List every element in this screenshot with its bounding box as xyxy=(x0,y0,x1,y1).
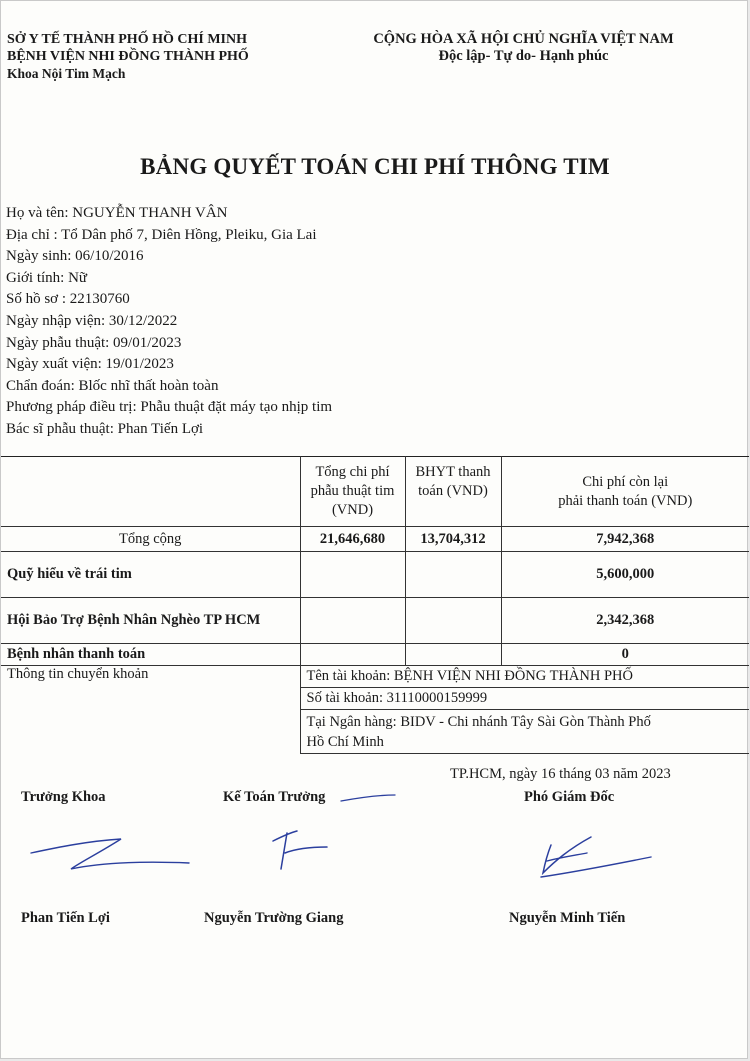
signature-accountant xyxy=(223,787,403,887)
row-fund-remaining: 5,600,000 xyxy=(501,552,749,598)
national-motto: Độc lập- Tự do- Hạnh phúc xyxy=(438,48,609,64)
table-row-fund xyxy=(1,552,749,598)
diagnosis: Chẩn đoán: Blốc nhĩ thất hoàn toàn xyxy=(6,377,219,394)
transfer-bank-line2: Hồ Chí Minh xyxy=(306,733,384,750)
cost-table xyxy=(1,456,749,754)
discharge-date: Ngày xuất viện: 19/01/2023 xyxy=(6,356,174,373)
header-total-cost-line3: (VND) xyxy=(331,502,374,518)
patient-record-number: Số hồ sơ : 22130760 xyxy=(6,291,130,308)
patient-name: Họ và tên: NGUYỄN THANH VÂN xyxy=(6,205,228,221)
table-row-total xyxy=(1,527,749,552)
surgeon: Bác sĩ phẫu thuật: Phan Tiến Lợi xyxy=(6,420,204,437)
admission-date: Ngày nhập viện: 30/12/2022 xyxy=(6,312,178,329)
signature-title-accountant: Kế Toán Trưởng xyxy=(223,789,326,805)
patient-address: Địa chỉ : Tổ Dân phố 7, Diên Hồng, Pleiku, Gia Lai xyxy=(6,226,317,243)
header-bhyt xyxy=(405,457,501,527)
table-header-row xyxy=(1,457,749,527)
patient-gender: Giới tính: Nữ xyxy=(6,269,88,286)
treatment-method: Phương pháp điều trị: Phẫu thuật đặt máy tạo nhịp tim xyxy=(6,399,333,416)
transfer-bank xyxy=(300,710,749,754)
surgery-date: Ngày phẫu thuật: 09/01/2023 xyxy=(6,334,182,351)
signature-name-head: Phan Tiến Lợi xyxy=(21,910,110,926)
row-patient-pay-empty-2 xyxy=(405,644,501,666)
header-total-cost xyxy=(300,457,405,527)
header-left xyxy=(7,31,249,82)
transfer-account-number: Số tài khoản: 31110000159999 xyxy=(300,688,749,710)
row-total-label: Tổng cộng xyxy=(1,527,300,552)
header-blank-cell xyxy=(1,457,300,527)
row-total-cost: 21,646,680 xyxy=(300,527,405,552)
signature-deputy-director xyxy=(521,831,671,891)
national-title: CỘNG HÒA XÃ HỘI CHỦ NGHĨA VIỆT NAM xyxy=(373,31,674,47)
row-total-remaining: 7,942,368 xyxy=(501,527,749,552)
department-name: Khoa Nội Tim Mạch xyxy=(7,66,126,81)
row-association-label: Hội Bảo Trợ Bệnh Nhân Nghèo TP HCM xyxy=(1,598,300,644)
table-row-transfer-name xyxy=(1,666,749,688)
patient-info xyxy=(6,203,332,441)
row-patient-pay-remaining: 0 xyxy=(501,644,749,666)
row-fund-empty-2 xyxy=(405,552,501,598)
header-bhyt-line2: toán (VND) xyxy=(418,483,488,499)
header-remaining xyxy=(501,457,749,527)
row-fund-label: Quỹ hiểu về trái tim xyxy=(1,552,300,598)
signature-head xyxy=(29,833,199,883)
header-bhyt-line1: BHYT thanh xyxy=(415,464,491,480)
transfer-account-name: Tên tài khoản: BỆNH VIỆN NHI ĐỒNG THÀNH PHỐ xyxy=(300,666,749,688)
signature-name-deputy-director: Nguyễn Minh Tiến xyxy=(509,910,626,926)
document-title: BẢNG QUYẾT TOÁN CHI PHÍ THÔNG TIM xyxy=(140,154,610,179)
row-association-remaining: 2,342,368 xyxy=(501,598,749,644)
row-fund-empty-1 xyxy=(300,552,405,598)
header-total-cost-line2: phẫu thuật tim xyxy=(310,483,395,499)
table-row-patient-pay xyxy=(1,644,749,666)
row-patient-pay-empty-1 xyxy=(300,644,405,666)
hospital-name: BỆNH VIỆN NHI ĐỒNG THÀNH PHỐ xyxy=(7,49,249,64)
row-association-empty-2 xyxy=(405,598,501,644)
header-right xyxy=(366,31,681,65)
header-total-cost-line1: Tổng chi phí xyxy=(315,464,390,480)
transfer-bank-line1: Tại Ngân hàng: BIDV - Chi nhánh Tây Sài Gòn Thành Phố xyxy=(306,713,651,730)
signature-title-head: Trưởng Khoa xyxy=(21,789,106,805)
row-total-bhyt: 13,704,312 xyxy=(405,527,501,552)
signature-title-deputy-director: Phó Giám Đốc xyxy=(524,789,615,805)
table-row-association xyxy=(1,598,749,644)
row-association-empty-1 xyxy=(300,598,405,644)
patient-dob: Ngày sinh: 06/10/2016 xyxy=(6,248,144,265)
date-place: TP.HCM, ngày 16 tháng 03 năm 2023 xyxy=(450,766,671,782)
transfer-info-label: Thông tin chuyển khoản xyxy=(1,666,300,754)
signature-name-accountant: Nguyễn Trường Giang xyxy=(204,910,344,926)
header-remaining-line1: Chi phí còn lại xyxy=(582,473,669,490)
department-of-health: SỞ Y TẾ THÀNH PHỐ HỒ CHÍ MINH xyxy=(7,32,247,47)
row-patient-pay-label: Bệnh nhân thanh toán xyxy=(1,644,300,666)
header-remaining-line2: phải thanh toán (VND) xyxy=(558,492,693,509)
